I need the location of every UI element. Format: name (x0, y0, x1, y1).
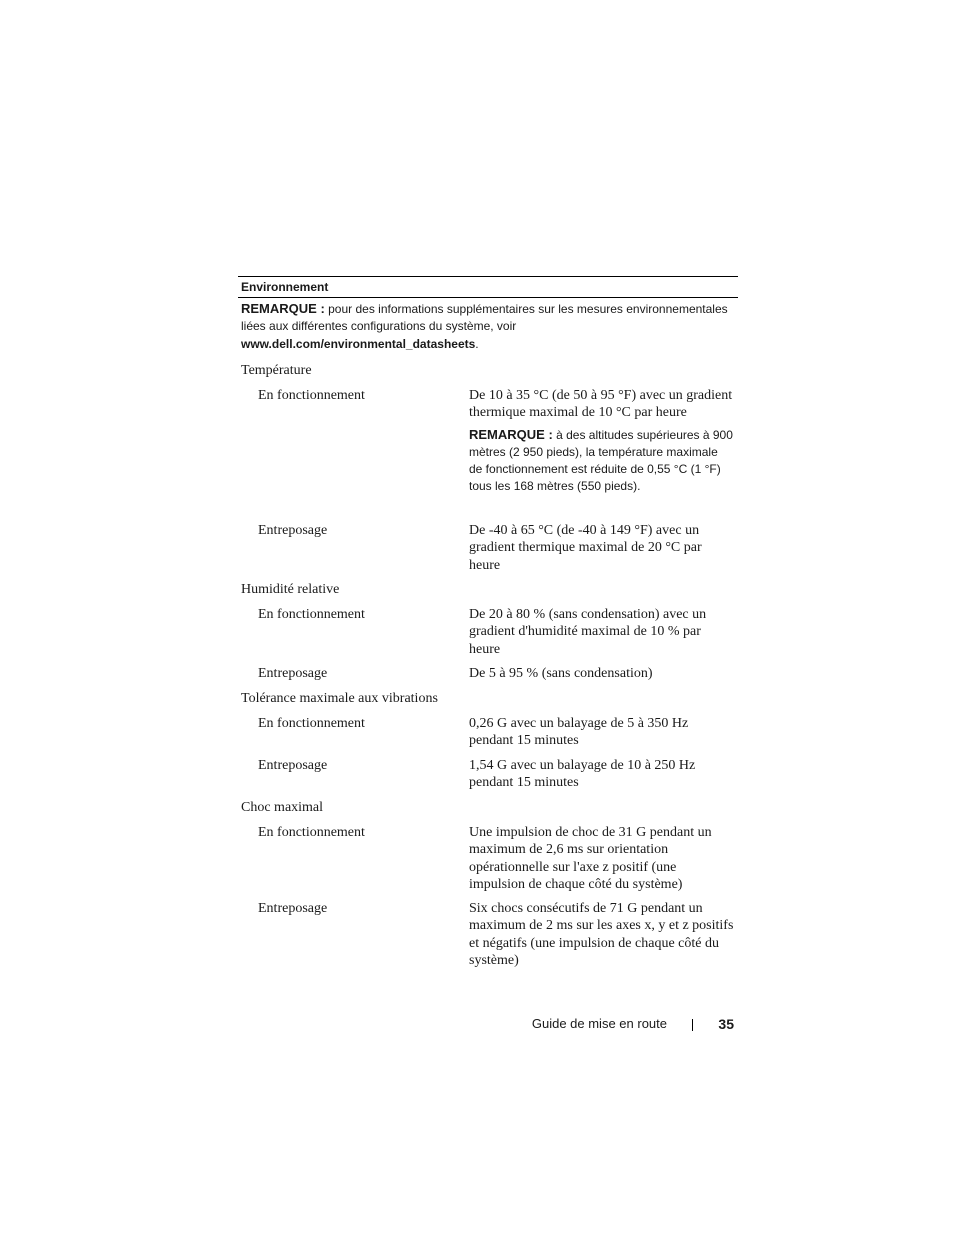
note-label: REMARQUE : (241, 301, 325, 316)
humidity-storage-value: De 5 à 95 % (sans condensation) (469, 666, 653, 681)
environment-note (238, 298, 738, 353)
vibration-storage-value: 1,54 G avec un balayage de 10 à 250 Hz pendant 15 minutes (469, 758, 696, 791)
shock-storage-value: Six chocs consécutifs de 71 G pendant un maximum de 2 ms sur les axes x, y et z positifs et négatifs (une impulsion de chaque côté du système) (469, 901, 734, 968)
vibration-storage-label: Entreposage (258, 758, 328, 773)
temperature-note-text: à des altitudes supérieures à 900 mètres (2 950 pieds), la température maximale de fonctionnement est réduite de 0,55 °C (1 °F) tous les 168 mètres (550 pieds). (469, 427, 733, 494)
temperature-note-label: REMARQUE : (469, 426, 553, 442)
temperature-operating-value: De 10 à 35 °C (de 50 à 95 °F) avec un gradient thermique maximal de 10 °C par heure (469, 388, 733, 421)
temperature-operating-label: En fonctionnement (258, 388, 365, 403)
table-header: Environnement (238, 277, 738, 298)
temperature-storage-label: Entreposage (258, 523, 328, 538)
note-text: pour des informations supplémentaires sur les mesures environnementales liées aux différentes configurations du système, voir (241, 302, 728, 334)
shock-storage-label: Entreposage (258, 901, 328, 916)
shock-operating-value: Une impulsion de choc de 31 G pendant un maximum de 2,6 ms sur orientation opérationnelle sur l'axe z positif (une impulsion de chaque côté du système) (469, 825, 712, 892)
humidity-storage-label: Entreposage (258, 666, 328, 681)
page-footer (0, 1016, 954, 1036)
footer-separator (692, 1019, 693, 1031)
temperature-operating-cell (469, 387, 734, 496)
temperature-title: Température (241, 363, 312, 378)
environment-spec-table (238, 276, 738, 968)
humidity-operating-label: En fonctionnement (258, 607, 365, 622)
page-number: 35 (718, 1016, 734, 1032)
temperature-storage-value: De -40 à 65 °C (de -40 à 149 °F) avec un gradient thermique maximal de 20 °C par heure (469, 523, 702, 573)
vibration-title: Tolérance maximale aux vibrations (241, 691, 438, 706)
humidity-operating-value: De 20 à 80 % (sans condensation) avec un gradient d'humidité maximal de 10 % par heure (469, 607, 707, 657)
vibration-operating-value: 0,26 G avec un balayage de 5 à 350 Hz pendant 15 minutes (469, 716, 689, 749)
footer-title: Guide de mise en route (531, 1016, 667, 1031)
note-end: . (475, 336, 479, 351)
humidity-title: Humidité relative (241, 582, 340, 597)
vibration-operating-label: En fonctionnement (258, 716, 365, 731)
datasheet-link[interactable]: www.dell.com/environmental_datasheets (241, 336, 476, 351)
shock-operating-label: En fonctionnement (258, 825, 365, 840)
shock-title: Choc maximal (241, 800, 324, 815)
temperature-operating-note (469, 426, 734, 496)
